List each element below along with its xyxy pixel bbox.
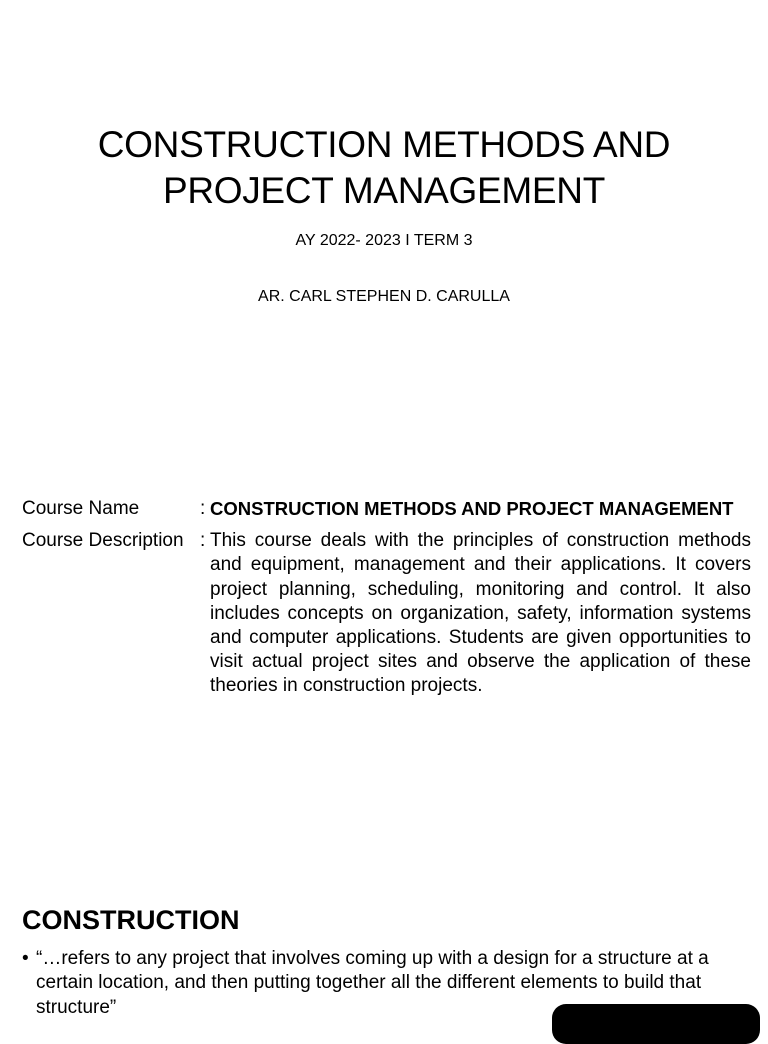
instructor-name: AR. CARL STEPHEN D. CARULLA bbox=[258, 288, 510, 305]
course-info bbox=[22, 497, 751, 707]
course-name-separator: : bbox=[200, 498, 206, 519]
course-description-label: Course Description bbox=[22, 530, 184, 552]
course-description-separator: : bbox=[200, 530, 206, 552]
slide-title-line-2: PROJECT MANAGEMENT bbox=[162, 170, 606, 211]
slide-title-line-1: CONSTRUCTION METHODS AND bbox=[97, 124, 671, 165]
bullet-icon: • bbox=[22, 948, 29, 969]
course-name-label: Course Name bbox=[22, 498, 140, 519]
course-name-row bbox=[22, 497, 751, 521]
section-heading: CONSTRUCTION bbox=[22, 905, 240, 935]
course-description-row bbox=[22, 529, 751, 698]
academic-term: AY 2022- 2023 I TERM 3 bbox=[295, 232, 473, 249]
course-name-value: CONSTRUCTION METHODS AND PROJECT MANAGEMENT bbox=[210, 498, 734, 519]
list-item-text: “…refers to any project that involves coming up with a design for a structure at a certain location, and then putting together all the different elements to build that structure” bbox=[36, 948, 709, 1018]
course-description-value: This course deals with the principles of construction methods and equipment, management and their applications. It covers project planning, scheduling, monitoring and control. It also includes concepts on organization, safety, information systems and computer applications. Students are given opportunities to visit actual project sites and observe the application of these theories in construction projects. bbox=[210, 530, 751, 697]
floating-overlay-button[interactable] bbox=[552, 1004, 760, 1044]
slide-title bbox=[0, 122, 768, 214]
